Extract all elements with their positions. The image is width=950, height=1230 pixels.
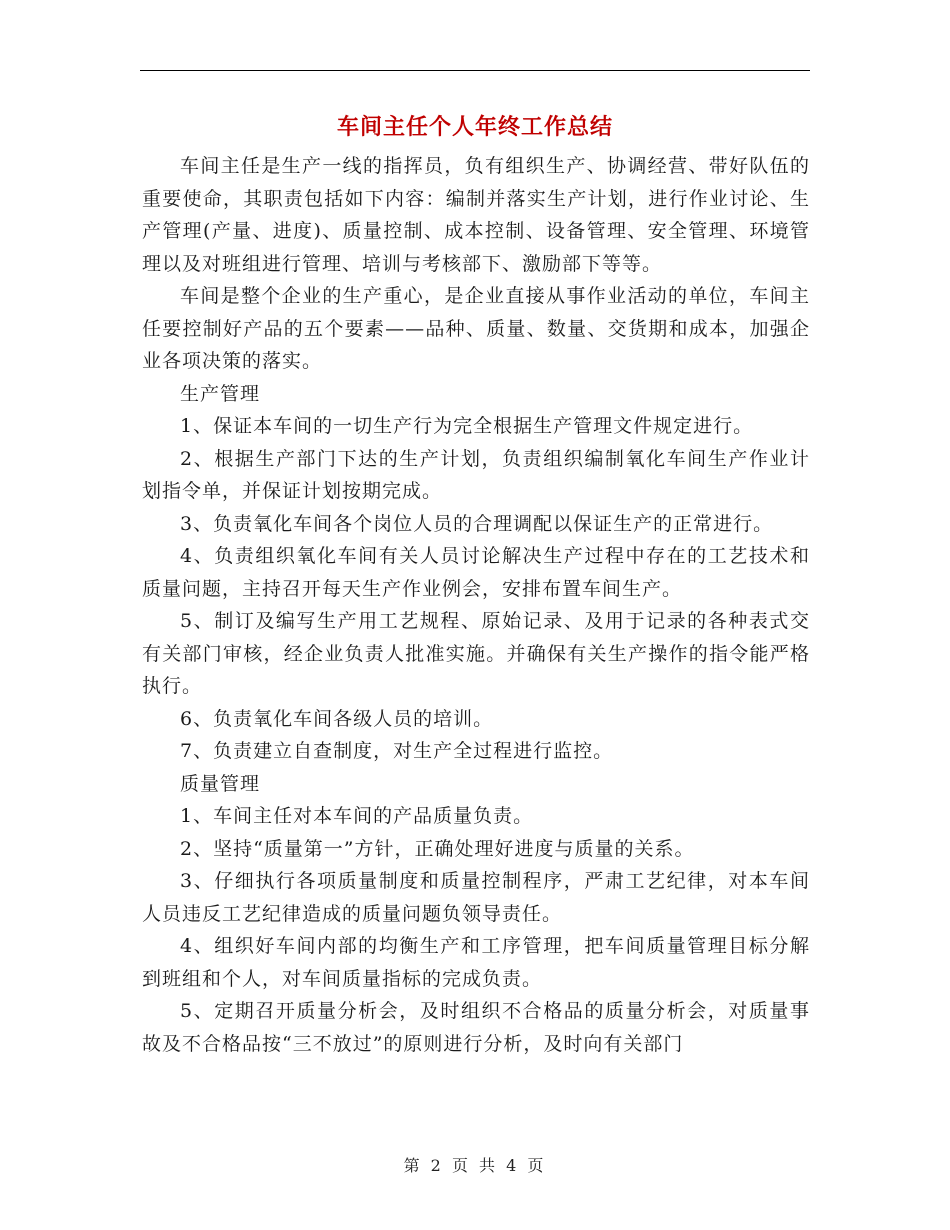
page-footer: 第 2 页 共 4 页	[403, 1156, 547, 1175]
list-item: 2、根据生产部门下达的生产计划，负责组织编制氧化车间生产作业计划指令单，并保证计划按期完成。	[142, 447, 810, 502]
list-item: 1、车间主任对本车间的产品质量负责。	[180, 805, 534, 827]
list-item: 3、负责氧化车间各个岗位人员的合理调配以保证生产的正常进行。	[180, 512, 774, 535]
list-item: 6、负责氧化车间各级人员的培训。	[180, 707, 494, 730]
list-item: 2、坚持“质量第一”方针，正确处理好进度与质量的关系。	[180, 837, 695, 860]
document-body	[142, 150, 810, 1060]
list-item: 5、制订及编写生产用工艺规程、原始记录、及用于记录的各种表式交有关部门审核，经企业负责人批准实施。并确保有关生产操作的指令能严格执行。	[142, 610, 810, 697]
list-item: 5、定期召开质量分析会，及时组织不合格品的质量分析会，对质量事故及不合格品按“三不放过”的原则进行分析，及时向有关部门	[142, 1000, 810, 1055]
section-heading-quality: 质量管理	[180, 772, 261, 795]
document-title: 车间主任个人年终工作总结	[336, 114, 613, 140]
list-item: 7、负责建立自查制度，对生产全过程进行监控。	[180, 740, 614, 762]
list-item: 1、保证本车间的一切生产行为完全根据生产管理文件规定进行。	[180, 415, 754, 437]
list-item: 4、负责组织氧化车间有关人员讨论解决生产过程中存在的工艺技术和质量问题，主持召开每天生产作业例会，安排布置车间生产。	[142, 545, 810, 600]
paragraph: 车间是整个企业的生产重心，是企业直接从事作业活动的单位，车间主任要控制好产品的五个要素——品种、质量、数量、交货期和成本，加强企业各项决策的落实。	[142, 285, 810, 372]
section-heading-production: 生产管理	[180, 382, 261, 405]
list-item: 3、仔细执行各项质量制度和质量控制程序，严肃工艺纪律，对本车间人员违反工艺纪律造成的质量问题负领导责任。	[142, 870, 810, 925]
paragraph: 车间主任是生产一线的指挥员，负有组织生产、协调经营、带好队伍的重要使命，其职责包括如下内容：编制并落实生产计划，进行作业讨论、生产管理(产量、进度)、质量控制、成本控制、设备管理、安全管理、环境管理以及对班组进行管理、培训与考核部下、激励部下等等。	[142, 155, 810, 275]
header-rule	[140, 70, 810, 71]
list-item: 4、组织好车间内部的均衡生产和工序管理，把车间质量管理目标分解到班组和个人，对车间质量指标的完成负责。	[142, 935, 810, 990]
